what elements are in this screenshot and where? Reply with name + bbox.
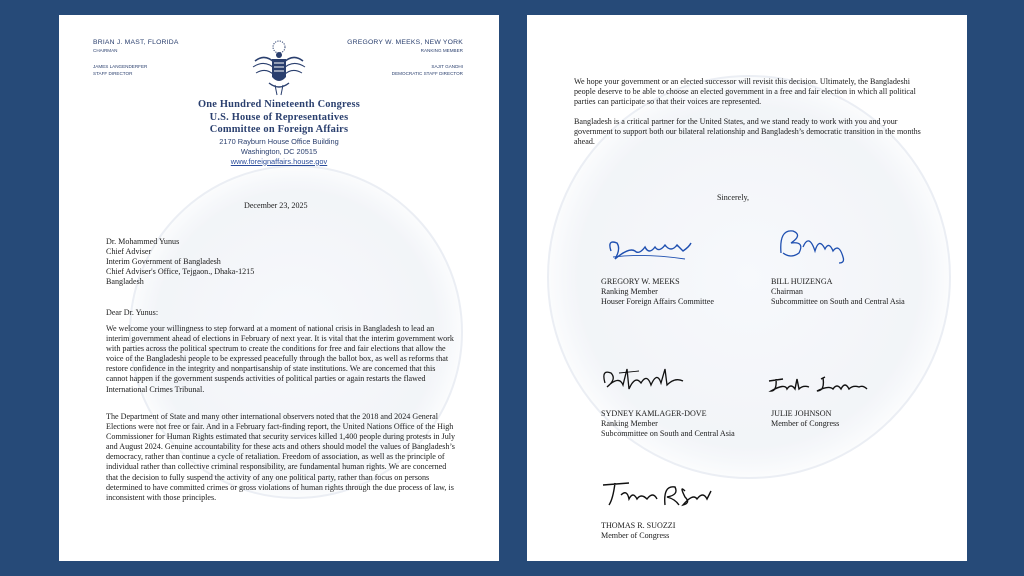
letterhead-majority (93, 39, 179, 77)
congress-line: One Hundred Nineteenth Congress (198, 99, 360, 110)
signature-huizenga (773, 223, 853, 267)
eagle-seal-icon (251, 39, 307, 99)
recipient-name: Dr. Mohammed Yunus (106, 237, 180, 246)
signer-title: Member of Congress (771, 419, 840, 429)
body-paragraph: We welcome your willingness to step forward at a moment of national crisis in Bangladesh to lead an interim government ahead of elections in February of next year. It is vital that the interim government work with parties across the political spectrum to create the conditions for free and fair elections that allow the voice of the Bangladeshi people to be expressed peacefully through the ballot box, as well as reforms that restore confidence in the integrity and nonpartisanship of state institutions. We are concerned that this cannot happen if the government suspends activities of political parties or again restarts the flawed International Crimes Tribunal. (106, 324, 454, 394)
staff-director-name: JAMES LANGENDERFER (93, 64, 148, 69)
website-link[interactable]: www.foreignaffairs.house.gov (230, 156, 328, 166)
dem-staff-title: DEMOCRATIC STAFF DIRECTOR (391, 71, 463, 76)
salutation: Dear Dr. Yunus: (106, 308, 159, 317)
recipient-org: Interim Government of Bangladesh (106, 257, 221, 267)
letter-page-1 (59, 15, 499, 561)
chairman-title: CHAIRMAN (93, 48, 118, 53)
signer-title: Ranking Member (601, 419, 658, 429)
signature-kamlager-dove (599, 363, 691, 395)
body-paragraph: Bangladesh is a critical partner for the United States, and we stand ready to work with you and your government to support both our bilateral relationship and Bangladesh’s democratic transition in the months ahead. (574, 117, 921, 147)
signer-name: BILL HUIZENGA (771, 277, 833, 286)
signer-title: Chairman (771, 287, 803, 297)
ranking-member-name: GREGORY W. MEEKS, NEW YORK (347, 39, 463, 46)
signer-block (771, 277, 905, 307)
recipient-country: Bangladesh (106, 277, 144, 287)
letter-page-2 (527, 15, 967, 561)
letter-date: December 23, 2025 (244, 201, 308, 210)
signature-suozzi (599, 477, 717, 513)
committee-header (59, 99, 499, 167)
signer-block (601, 521, 675, 541)
staff-director-title: STAFF DIRECTOR (93, 71, 133, 76)
recipient-block (106, 237, 254, 287)
house-line: U.S. House of Representatives (209, 111, 349, 123)
dem-staff-name: SAJIT GANDHI (431, 64, 463, 69)
signer-title: Member of Congress (601, 531, 670, 541)
signer-block (601, 277, 714, 307)
signer-committee: Subcommittee on South and Central Asia (601, 429, 735, 439)
signature-johnson (765, 373, 871, 397)
recipient-title: Chief Adviser (106, 247, 152, 257)
address-line-2: Washington, DC 20515 (240, 146, 318, 156)
signer-committee: Houser Foreign Affairs Committee (601, 297, 714, 307)
signer-name: JULIE JOHNSON (771, 409, 832, 418)
chairman-name: BRIAN J. MAST, FLORIDA (93, 39, 179, 46)
signer-name: GREGORY W. MEEKS (601, 277, 680, 286)
signer-name: THOMAS R. SUOZZI (601, 521, 676, 530)
committee-line: Committee on Foreign Affairs (209, 124, 349, 135)
letterhead-minority (347, 39, 463, 77)
body-paragraph: The Department of State and many other international observers noted that the 2018 and 2024 General Elections were not free or fair. And in a February fact-finding report, the United Nations Office of the High Commissioner for Human Rights estimated that security services killed 1,400 people during protests in July and August 2024. Genuine accountability for these acts and others should model the values of Bangladesh’s democracy, rather than continue a cycle of retaliation. Freedom of association, as well as the principle of individual rather than collective criminal responsibility, are fundamental human rights. We are concerned that the decision to fully suspend the activity of any one political party, rather than focus on persons determined to have committed crimes or gross violations of human rights through the due process of law, is inconsistent with those principles. (106, 412, 456, 502)
recipient-address: Chief Adviser's Office, Tejgaon., Dhaka-1215 (106, 267, 255, 277)
signer-committee: Subcommittee on South and Central Asia (771, 297, 905, 307)
body-paragraph: We hope your government or an elected successor will revisit this decision. Ultimately, the Bangladeshi people deserve to be able to choose an elected government in a free and fair election in which all political parties can participate so that their voices are represented. (574, 77, 916, 107)
closing: Sincerely, (717, 193, 750, 202)
signer-block (771, 409, 839, 429)
signer-name: SYDNEY KAMLAGER-DOVE (601, 409, 707, 418)
signer-title: Ranking Member (601, 287, 658, 297)
signature-meeks (605, 229, 695, 267)
signer-block (601, 409, 735, 439)
ranking-member-title: RANKING MEMBER (420, 48, 463, 53)
address-line-1: 2170 Rayburn House Office Building (219, 136, 339, 146)
